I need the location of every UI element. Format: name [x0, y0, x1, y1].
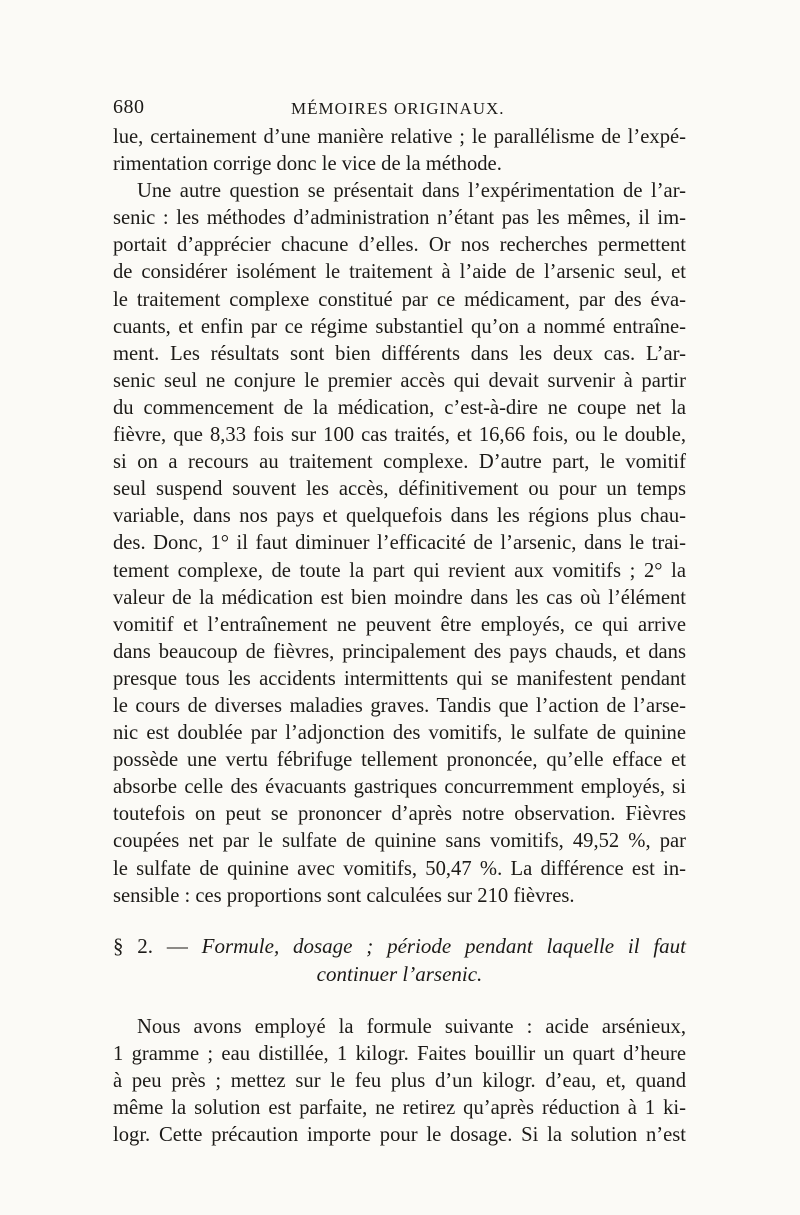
text-line: même la solution est parfaite, ne retirez qu’après réduction à 1 ki-	[113, 1097, 686, 1119]
running-head	[113, 96, 686, 124]
text-line: toutefois on peut se prononcer d’après notre observation. Fièvres	[113, 803, 686, 826]
text-line: seul suspend souvent les accès, définitivement ou pour un temps	[113, 478, 686, 501]
text-line: si on a recours au traitement complexe. D’autre part, le vomitif	[113, 451, 686, 474]
text-line: valeur de la médication est bien moindre dans les cas où l’élément	[113, 586, 686, 609]
section-title-line-1: Formule, dosage ; période pendant laquelle il faut	[201, 933, 687, 958]
text-line: sensible : ces proportions sont calculées sur 210 fièvres.	[113, 884, 575, 907]
text-line: du commencement de la médication, c’est-à-dire ne coupe net la	[113, 396, 686, 419]
text-line: des. Donc, 1° il faut diminuer l’efficacité de l’arsenic, dans le trai-	[113, 532, 686, 555]
section-heading	[113, 932, 686, 988]
text-line: fièvre, que 8,33 fois sur 100 cas traités, et 16,66 fois, ou le double,	[113, 424, 686, 447]
text-line: absorbe celle des évacuants gastriques concurremment employés, si	[113, 776, 686, 799]
text-line: nic est doublée par l’adjonction des vomitifs, le sulfate de quinine	[113, 722, 686, 745]
text-line: senic : les méthodes d’administration n’étant pas les mêmes, il im-	[113, 207, 686, 230]
text-line: presque tous les accidents intermittents qui se manifestent pendant	[113, 667, 686, 690]
running-title: MÉMOIRES ORIGINAUX.	[291, 99, 505, 118]
text-line: ment. Les résultats sont bien différents dans les deux cas. L’ar-	[113, 342, 686, 365]
text-line: possède une vertu fébrifuge tellement prononcée, qu’elle efface et	[113, 749, 686, 772]
text-line: tement complexe, de toute la part qui revient aux vomitifs ; 2° la	[113, 559, 686, 582]
text-line: le traitement complexe constitué par ce médicament, par des éva-	[113, 288, 686, 311]
text-line: variable, dans nos pays et quelquefois dans les régions plus chau-	[113, 505, 686, 528]
text-line: à peu près ; mettez sur le feu plus d’un kilogr. d’eau, et, quand	[113, 1069, 686, 1092]
text-line: Nous avons employé la formule suivante : acide arsénieux,	[137, 1015, 686, 1038]
paragraph-1	[113, 124, 686, 910]
text-line: coupées net par le sulfate de quinine sans vomitifs, 49,52 %, par	[113, 830, 686, 853]
text-line: 1 gramme ; eau distillée, 1 kilogr. Faites bouillir un quart d’heure	[113, 1042, 686, 1065]
text-line: rimentation corrige donc le vice de la méthode.	[113, 153, 502, 176]
text-line: vomitif et l’entraînement ne peuvent être employés, ce qui arrive	[113, 613, 686, 636]
text-line: senic seul ne conjure le premier accès qui devait survenir à partir	[113, 369, 686, 392]
text-line: portait d’apprécier chacune d’elles. Or nos recherches permettent	[113, 234, 686, 257]
text-line: logr. Cette précaution importe pour le dosage. Si la solution n’est	[113, 1124, 686, 1147]
text-line: le cours de diverses maladies graves. Tandis que l’action de l’arse-	[113, 694, 686, 717]
text-line: le sulfate de quinine avec vomitifs, 50,47 %. La différence est in-	[113, 857, 686, 880]
text-line: Une autre question se présentait dans l’expérimentation de l’ar-	[137, 180, 686, 203]
section-number: § 2. —	[113, 933, 188, 958]
document-page	[113, 96, 686, 1149]
page-number: 680	[113, 96, 145, 118]
text-line: de considérer isolément le traitement à l’aide de l’arsenic seul, et	[113, 261, 686, 284]
text-line: dans beaucoup de fièvres, principalement des pays chauds, et dans	[113, 640, 686, 663]
text-line: lue, certainement d’une manière relative ; le parallélisme de l’expé-	[113, 126, 686, 148]
paragraph-2	[113, 1014, 686, 1149]
text-line: cuants, et enfin par ce régime substantiel qu’on a nommé entraîne-	[113, 315, 686, 338]
section-title-line-2: continuer l’arsenic.	[316, 961, 483, 986]
